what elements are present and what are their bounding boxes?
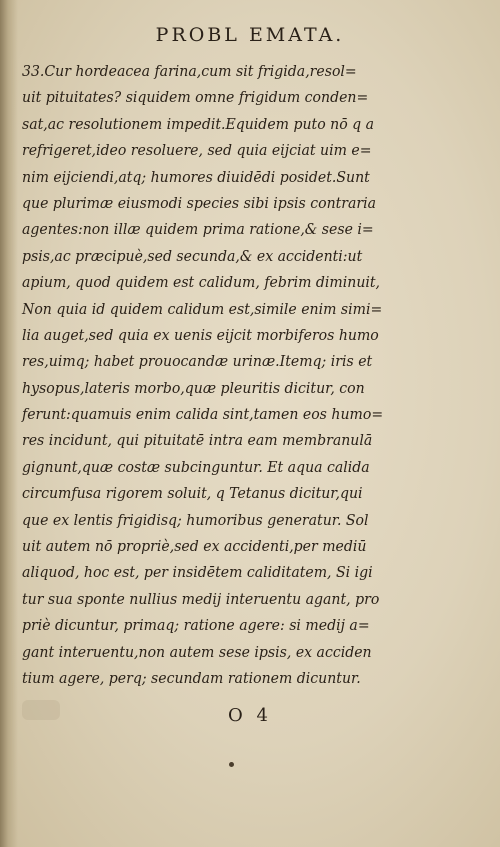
text-line: lia auget,sed quia ex uenis eijcit morbiferos humo [22, 325, 379, 344]
text-line: aliquod, hoc est, per insidētem caliditatem, Si igi [22, 563, 373, 582]
text-line: Non quia id quidem calidum est,simile enim simi= [22, 299, 383, 318]
text-line: tur sua sponte nullius medij interuentu agant, pro [22, 589, 380, 608]
text-line: uit pituitates? siquidem omne frigidum conden= [22, 88, 369, 107]
body-text [22, 58, 384, 691]
text-line: ferunt:quamuis enim calida sint,tamen eos humo= [22, 405, 384, 424]
text-line: refrigeret,ideo resoluere, sed quia eijciat uim e= [22, 141, 372, 160]
ink-dot [229, 762, 234, 767]
text-line: res,uimq; habet prouocandæ urinæ.Itemq; iris et [22, 352, 373, 371]
text-line: 33.Cur hordeacea farina,cum sit frigida,resol= [22, 62, 357, 80]
running-head: PROBL EMATA. [155, 24, 345, 46]
text-line: nim eijciendi,atq; humores diuidēdi posidet.Sunt [22, 167, 370, 186]
text-line: agentes:non illæ quidem prima ratione,& sese i= [22, 220, 374, 239]
text-line: gignunt,quæ costæ subcinguntur. Et aqua calida [22, 457, 370, 476]
text-line: circumfusa rigorem soluit, q Tetanus dicitur,qui [22, 484, 363, 503]
text-line: priè dicuntur, primaq; ratione agere: si medij a= [22, 616, 370, 635]
text-line: gant interuentu,non autem sese ipsis, ex acciden [22, 642, 372, 661]
signature-mark: O 4 [228, 705, 272, 726]
text-line: hysopus,lateris morbo,quæ pleuritis dicitur, con [22, 378, 365, 397]
text-line: psis,ac præcipuè,sed secunda,& ex accidenti:ut [22, 246, 363, 265]
text-line: tium agere, perq; secundam rationem dicuntur. [22, 668, 361, 687]
text-line: que plurimæ eiusmodi species sibi ipsis contraria [22, 193, 377, 212]
text-line: apium, quod quidem est calidum, febrim diminuit, [22, 273, 381, 292]
text-line: que ex lentis frigidisq; humoribus generatur. Sol [22, 510, 369, 529]
text-line: uit autem nō propriè,sed ex accidenti,per mediū [22, 537, 367, 556]
text-line: res incidunt, qui pituitatē intra eam membranulā [22, 431, 373, 450]
text-line: sat,ac resolutionem impedit.Equidem puto nō q a [22, 114, 375, 133]
